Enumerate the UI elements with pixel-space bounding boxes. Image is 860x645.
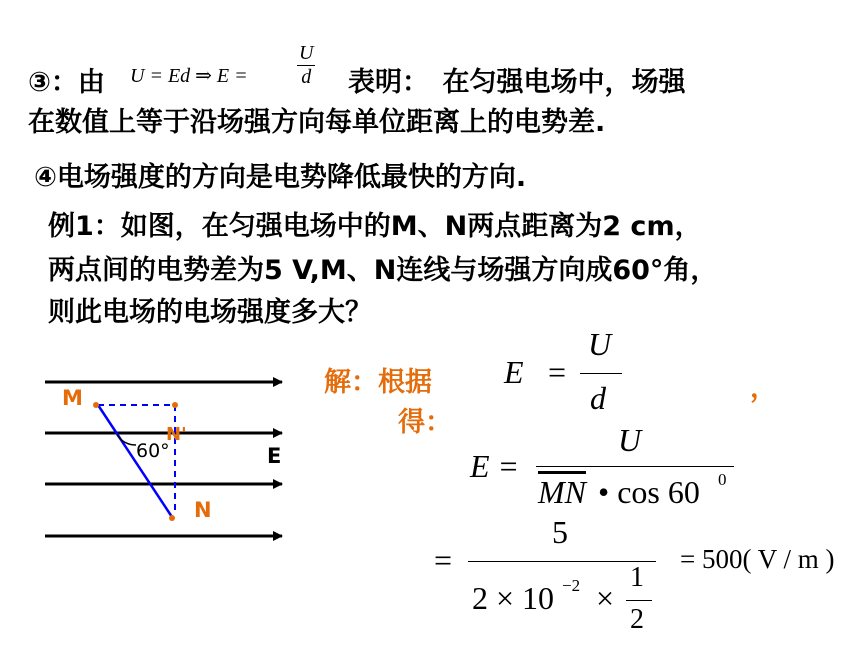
solution-label1: 解：根据 <box>324 367 432 398</box>
point-m <box>93 402 99 408</box>
point3-frac-den: d <box>301 66 312 88</box>
label-n: N <box>194 498 212 522</box>
point3-formula: U = Ed ⇒ E = <box>130 65 248 87</box>
eq2-den-rest: • cos 60 <box>598 474 700 510</box>
point3-line1-rest: 表明： 在匀强电场中，场强 <box>348 67 686 98</box>
eq1-bar <box>580 373 622 374</box>
solution-label2: 得： <box>398 407 452 438</box>
eq3-half-bar <box>626 600 652 601</box>
label-e: E <box>267 444 282 468</box>
eq1-den: d <box>590 380 606 416</box>
example-line1: 例1：如图，在匀强电场中的M、N两点距离为2 cm， <box>48 211 702 242</box>
eq2-lhs: E = <box>470 448 520 484</box>
eq3-den-a: 2 × 10 <box>472 580 555 616</box>
eq3-den-times: × <box>596 580 615 616</box>
label-m: M <box>62 386 83 410</box>
eq1-num: U <box>588 326 612 362</box>
point-n <box>169 515 175 521</box>
eq3-num: 5 <box>552 514 568 550</box>
eq3-half-num: 1 <box>630 562 644 593</box>
point-n-prime <box>172 402 178 408</box>
eq2-den-mn: $\overline{MN}$ <box>538 474 586 510</box>
point4-text: ④电场强度的方向是电势降低最快的方向. <box>34 162 527 193</box>
eq3-equals: = <box>434 542 453 578</box>
eq3-result: = 500( V / m ) <box>680 544 835 574</box>
example-line2: 两点间的电势差为5 V,M、N连线与场强方向成60°角， <box>48 255 718 286</box>
eq2-den-sup: 0 <box>718 470 727 489</box>
eq3-bar <box>468 561 656 562</box>
label-n-prime: N' <box>166 424 187 445</box>
point3-line2: 在数值上等于沿场强方向每单位距离上的电势差. <box>28 107 606 138</box>
example-line3: 则此电场的电场强度多大？ <box>48 297 372 328</box>
point3-prefix: ③：由 <box>28 67 105 98</box>
eq3-half-den: 2 <box>630 604 644 635</box>
eq3-den-sup: −2 <box>562 576 581 595</box>
label-angle: 60° <box>136 440 170 462</box>
eq1-equals: = <box>548 354 567 390</box>
point3-frac-num: U <box>299 42 314 64</box>
eq2-bar <box>536 466 734 467</box>
eq1-lhs: E <box>504 354 524 390</box>
eq2-num: U <box>618 422 642 458</box>
solution-comma: ， <box>750 373 777 404</box>
